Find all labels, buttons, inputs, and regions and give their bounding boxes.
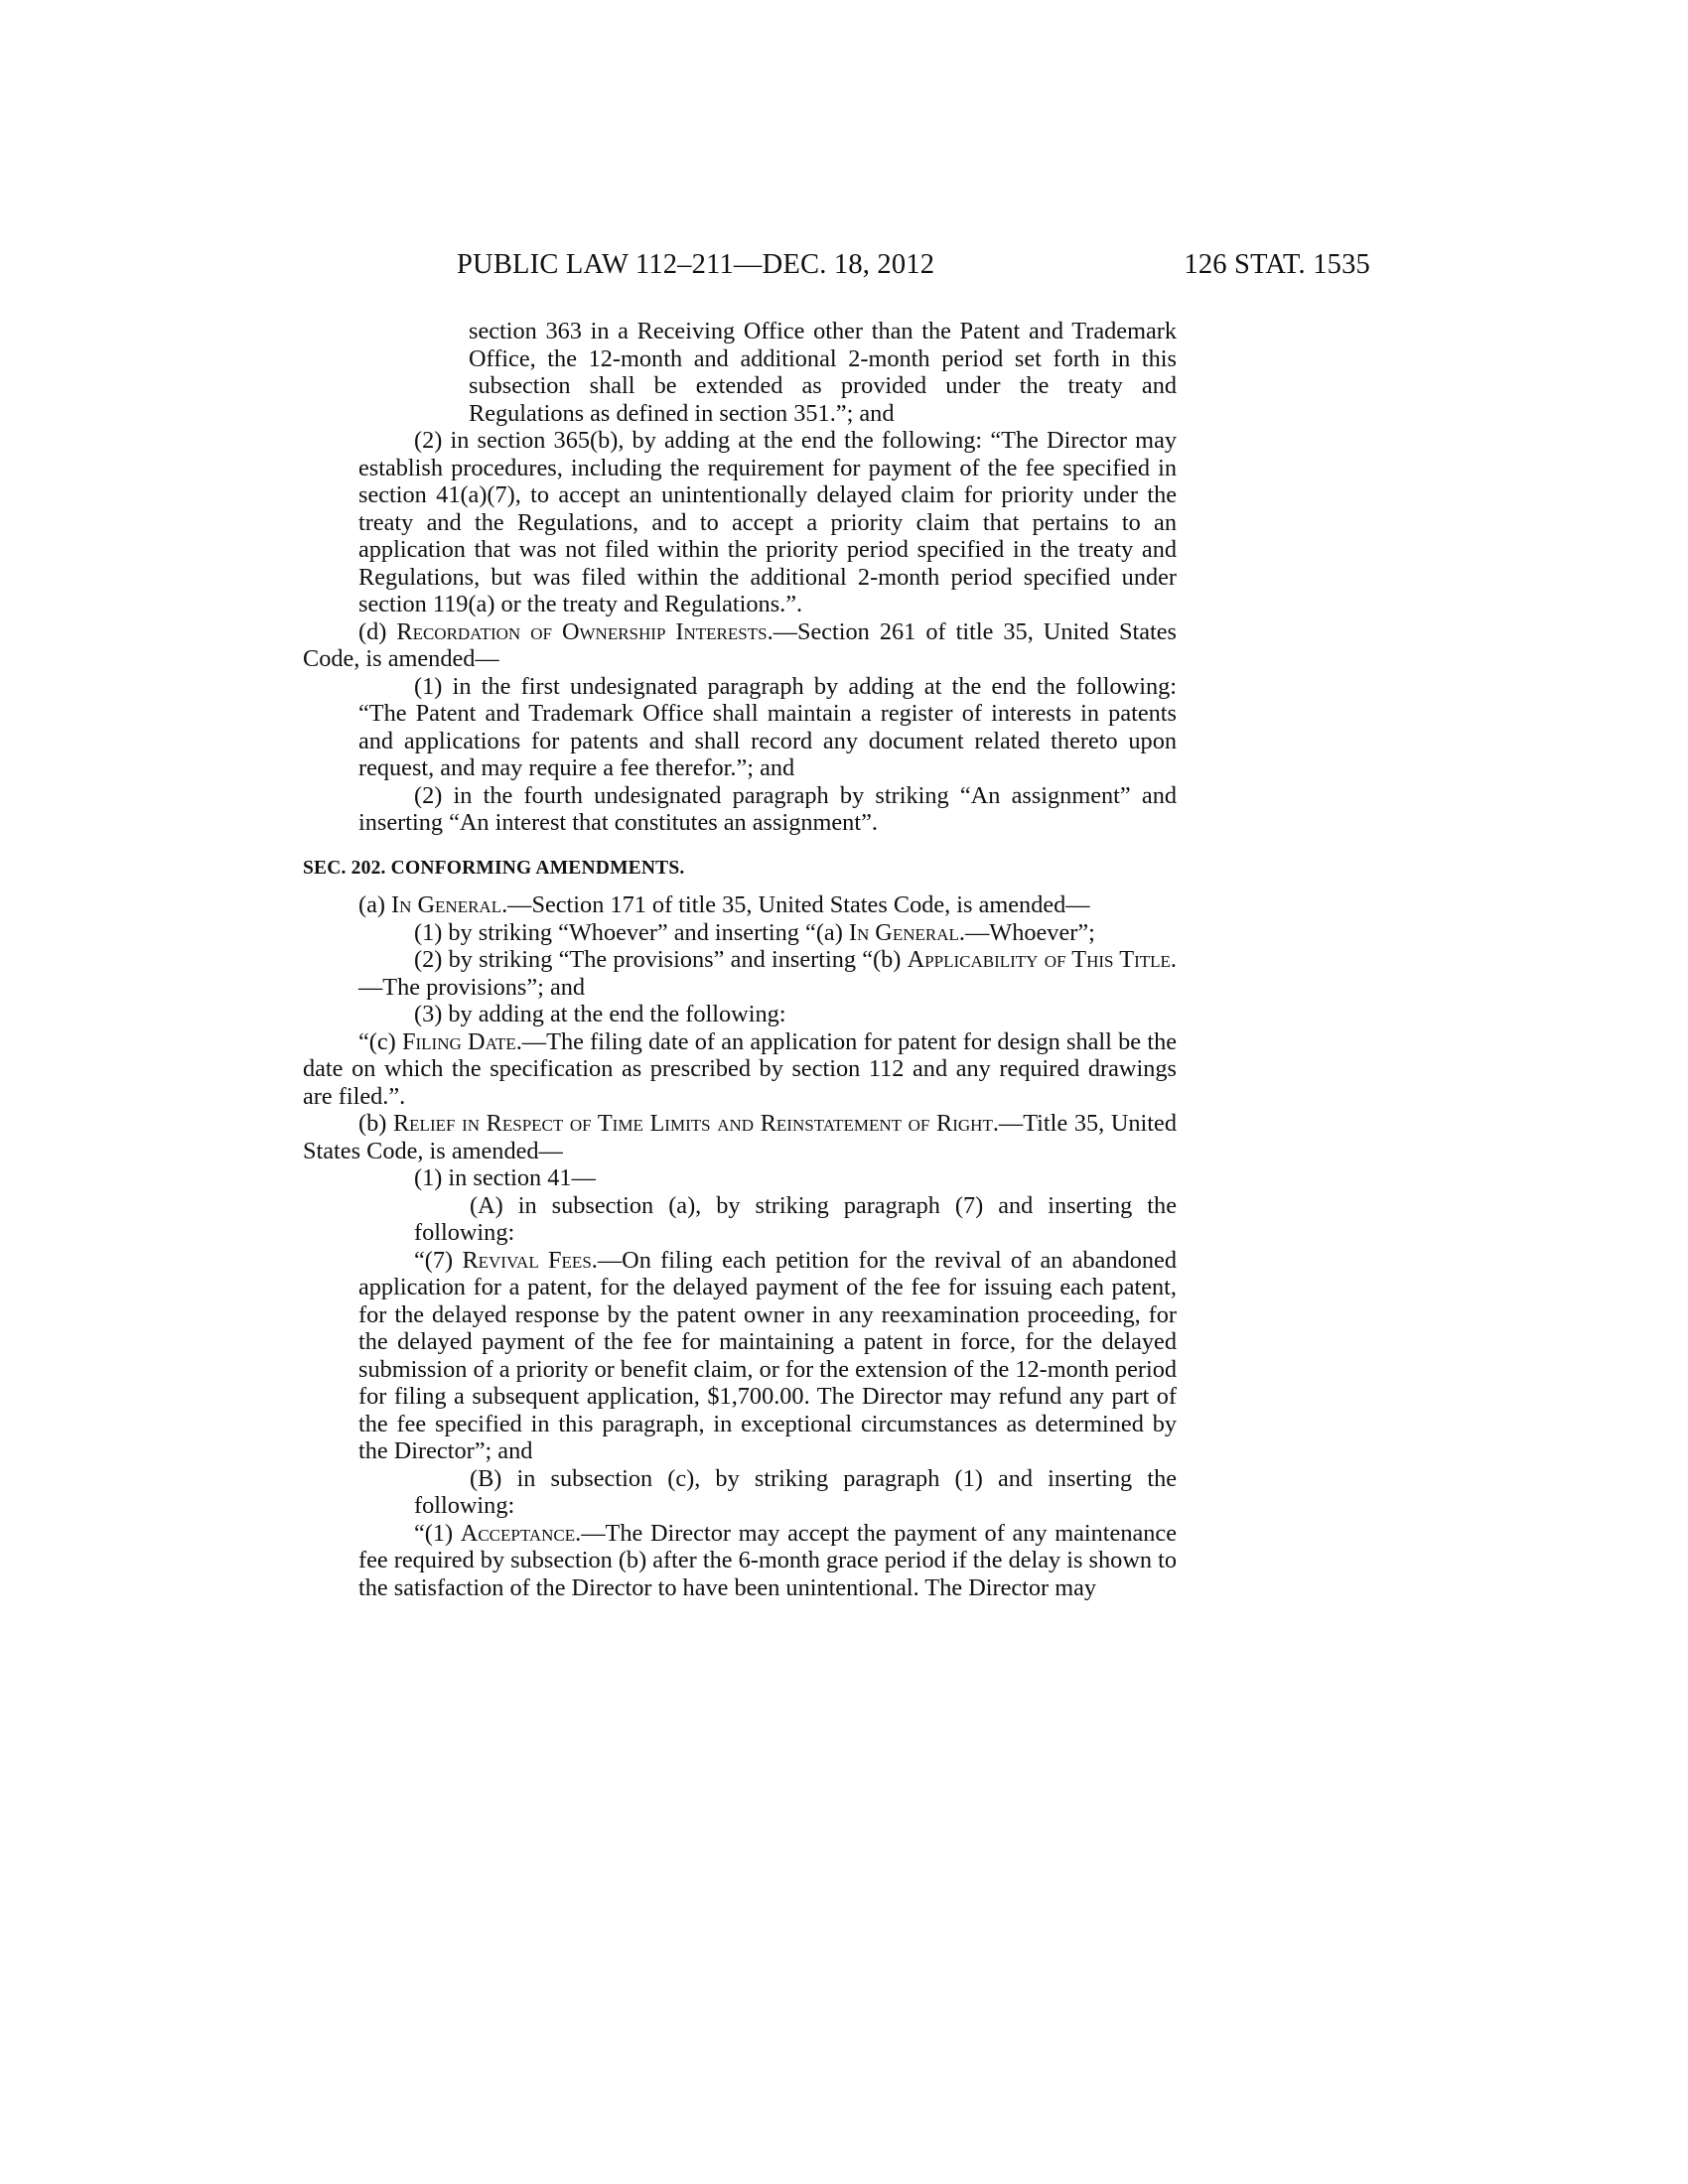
subsection-heading: In General (391, 891, 502, 918)
paragraph-continuation: section 363 in a Receiving Office other than the Patent and Trademark Office, the 12-month and additional 2-month period set forth in this subsection shall be extended as provided under the treaty and Regulations as defined in section 351.”; and (469, 318, 1177, 427)
paragraph-text: .—Title 35, United States Code, is amended— (303, 1110, 1177, 1164)
section-heading: SEC. 202. CONFORMING AMENDMENTS. (303, 857, 685, 879)
subsection-heading: In General (848, 918, 959, 946)
paragraph-fourth-undesignated: (2) in the fourth undesignated paragraph by striking “An assignment” and inserting “An interest that constitutes an assignment”. (358, 781, 1177, 836)
paragraph-subsection-c: (B) in subsection (c), by striking paragraph (1) and inserting the following: (414, 1464, 1177, 1519)
page-number: 126 STAT. 1535 (1184, 249, 1370, 280)
paragraph-recordation (303, 618, 1177, 673)
paragraph-text: .—Section 171 of title 35, United States Code, is amended— (501, 891, 1090, 918)
paragraph-label: (b) (358, 1110, 393, 1137)
paragraph-label: “(c) (358, 1027, 402, 1055)
paragraph-in-general (303, 891, 1177, 919)
paragraph-section-41: (1) in section 41— (414, 1164, 596, 1191)
subsection-heading: Relief in Respect of Time Limits and Reinstatement of Right (392, 1110, 993, 1137)
paragraph-text: .—On filing each petition for the revival of an abandoned application for a patent, for the delayed payment of the fee for issuing each patent, for the delayed response by the patent owner in any reexamination proceeding, for the delayed payment of the fee for maintaining a patent in force, for the delayed submission of a priority or benefit claim, or for the extension of the 12-month period for filing a subsequent application, $1,700.00. The Director may refund any part of the fee specified in this paragraph, in exceptional circumstances as determined by the Director”; and (358, 1246, 1177, 1464)
paragraph-365b: (2) in section 365(b), by adding at the end the following: “The Director may establish procedures, including the requirement for payment of the fee specified in section 41(a)(7), to accept an unintentionally delayed claim for priority under the treaty and the Regulations, and to accept a priority claim that pertains to an application that was not filed within the priority period specified in the treaty and Regulations, but was filed within the additional 2-month period specified under section 119(a) or the treaty and Regulations.”. (358, 427, 1177, 617)
paragraph-label: “(7) (414, 1246, 463, 1274)
running-title: PUBLIC LAW 112–211—DEC. 18, 2012 (457, 249, 935, 280)
paragraph-label: (d) (358, 617, 397, 645)
paragraph-provisions (358, 946, 1177, 1001)
subsection-heading: Acceptance (460, 1519, 576, 1547)
subsection-heading: Revival Fees (462, 1246, 592, 1274)
paragraph-text: .—The Director may accept the payment of any maintenance fee required by subsection (b) after the 6-month grace period if the delay is shown to the satisfaction of the Director to have been unintentional. The Director may (358, 1519, 1177, 1601)
subsection-heading: Recordation of Ownership Interests (396, 617, 768, 645)
paragraph-text: (1) by striking “Whoever” and inserting “(a) (414, 918, 849, 946)
paragraph-text: .—Section 261 of title 35, United States Code, is amended— (303, 617, 1177, 672)
paragraph-text: .—Whoever”; (958, 918, 1095, 946)
paragraph-text: .—The filing date of an application for patent for design shall be the date on which the specification as prescribed by section 112 and any required drawings are filed.”. (303, 1027, 1177, 1110)
paragraph-text: (2) by striking “The provisions” and inserting “(b) (414, 946, 908, 973)
paragraph-adding: (3) by adding at the end the following: (414, 1001, 786, 1027)
paragraph-subsection-a: (A) in subsection (a), by striking paragraph (7) and inserting the following: (414, 1191, 1177, 1246)
subsection-heading: Applicability of This Title (907, 946, 1171, 973)
page-header (298, 249, 1370, 289)
paragraph-label: “(1) (414, 1519, 461, 1547)
paragraph-whoever (358, 919, 1177, 947)
paragraph-relief (303, 1110, 1177, 1164)
document-body (303, 318, 1177, 1601)
subsection-heading: Filing Date (402, 1027, 516, 1055)
paragraph-label: (a) (358, 891, 392, 918)
paragraph-acceptance (358, 1520, 1177, 1602)
paragraph-text: .—The provisions”; and (358, 946, 1177, 1001)
paragraph-filing-date (303, 1028, 1177, 1111)
paragraph-first-undesignated: (1) in the first undesignated paragraph by adding at the end the following: “The Patent and Trademark Office shall maintain a register of interests in patents and applications for patents and shall record any document related thereto upon request, and may require a fee therefor.”; and (358, 672, 1177, 781)
paragraph-revival-fees (358, 1247, 1177, 1465)
